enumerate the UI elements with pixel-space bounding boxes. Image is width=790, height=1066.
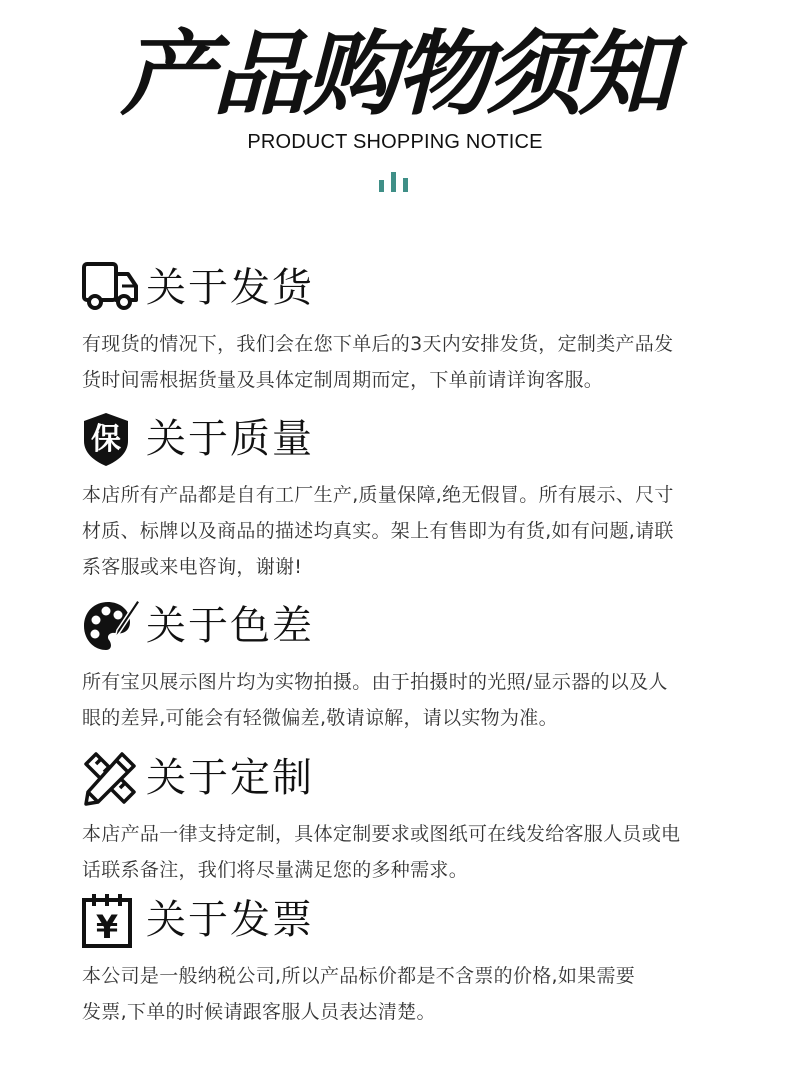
body-line: 所有宝贝展示图片均为实物拍摄。由于拍摄时的光照/显示器的以及人 bbox=[82, 671, 668, 693]
section-shipping bbox=[82, 260, 722, 398]
bar bbox=[403, 178, 408, 192]
body-line: 眼的差异,可能会有轻微偏差,敬请谅解，请以实物为准。 bbox=[82, 707, 558, 729]
section-body bbox=[82, 664, 722, 736]
section-quality bbox=[82, 411, 722, 585]
body-line: 有现货的情况下，我们会在您下单后的3天内安排发货，定制类产品发 bbox=[82, 333, 674, 355]
section-title: 关于发票 bbox=[146, 897, 314, 943]
shield-icon-text: 保 bbox=[91, 422, 121, 457]
shield-icon bbox=[82, 411, 140, 467]
invoice-calendar-icon bbox=[82, 892, 140, 948]
page-subtitle: PRODUCT SHOPPING NOTICE bbox=[247, 131, 543, 153]
yen-icon-text: ¥ bbox=[95, 908, 119, 946]
section-title: 关于质量 bbox=[146, 416, 314, 462]
palette-icon bbox=[82, 598, 140, 654]
section-color bbox=[82, 598, 722, 736]
body-line: 货时间需根据货量及具体定制周期而定，下单前请详询客服。 bbox=[82, 369, 604, 391]
section-title: 关于定制 bbox=[146, 755, 314, 801]
body-line: 系客服或来电咨询，谢谢! bbox=[82, 556, 303, 578]
body-line: 本公司是一般纳税公司,所以产品标价都是不含票的价格,如果需要 bbox=[82, 965, 636, 987]
section-title: 关于发货 bbox=[146, 265, 314, 311]
section-invoice bbox=[82, 892, 722, 1030]
section-body bbox=[82, 958, 722, 1030]
section-title: 关于色差 bbox=[146, 603, 314, 649]
bar bbox=[391, 172, 396, 192]
bar bbox=[379, 180, 384, 192]
page-title: 产品购物须知 bbox=[120, 21, 670, 128]
truck-icon bbox=[82, 260, 140, 316]
body-line: 本店所有产品都是自有工厂生产,质量保障,绝无假冒。所有展示、尺寸 bbox=[82, 484, 674, 506]
section-customization bbox=[82, 750, 722, 888]
section-body bbox=[82, 326, 722, 398]
section-body bbox=[82, 477, 722, 585]
body-line: 本店产品一律支持定制，具体定制要求或图纸可在线发给客服人员或电 bbox=[82, 823, 681, 845]
section-body bbox=[82, 816, 722, 888]
body-line: 材质、标牌以及商品的描述均真实。架上有售即为有货,如有问题,请联 bbox=[82, 520, 674, 542]
decorative-bars bbox=[379, 172, 411, 192]
body-line: 发票,下单的时候请跟客服人员表达清楚。 bbox=[82, 1001, 436, 1023]
ruler-pencil-icon bbox=[82, 750, 140, 806]
body-line: 话联系备注，我们将尽量满足您的多种需求。 bbox=[82, 859, 469, 881]
